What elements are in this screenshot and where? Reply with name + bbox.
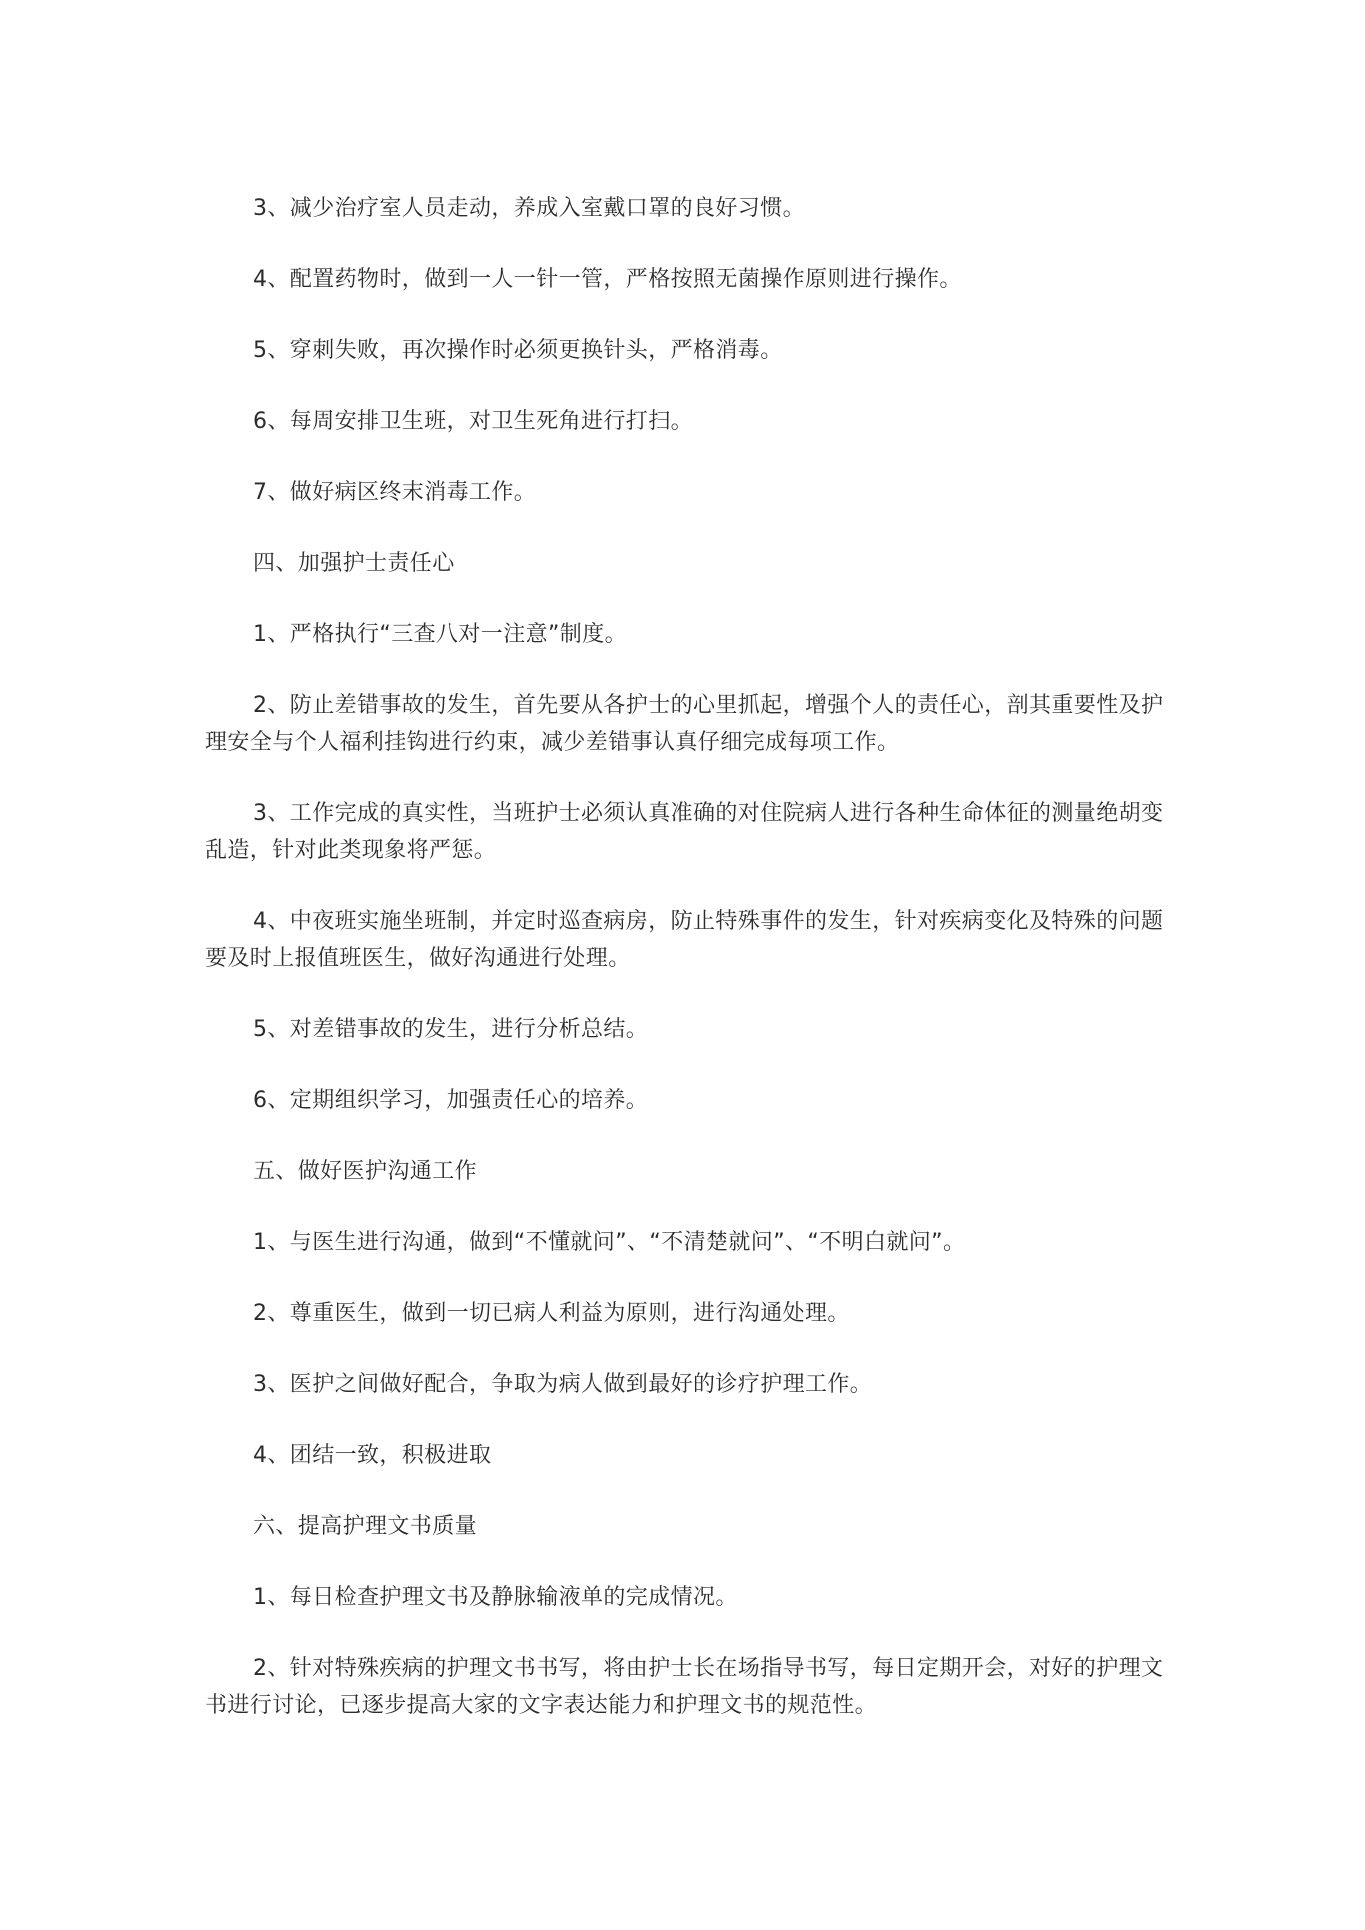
paragraph-item: 4、中夜班实施坐班制，并定时巡查病房，防止特殊事件的发生，针对疾病变化及特殊的问题要及时上报值班医生，做好沟通进行处理。 xyxy=(205,909,1164,971)
paragraph-item: 3、工作完成的真实性，当班护士必须认真准确的对住院病人进行各种生命体征的测量绝胡变乱造，针对此类现象将严惩。 xyxy=(205,801,1164,863)
paragraph-item: 5、对差错事故的发生，进行分析总结。 xyxy=(253,1017,649,1042)
paragraph-item: 2、防止差错事故的发生，首先要从各护士的心里抓起，增强个人的责任心，剖其重要性及护理安全与个人福利挂钩进行约束，减少差错事认真仔细完成每项工作。 xyxy=(205,693,1164,755)
section-heading: 五、做好医护沟通工作 xyxy=(253,1159,478,1184)
section-heading: 六、提高护理文书质量 xyxy=(253,1514,478,1539)
paragraph-item: 6、定期组织学习，加强责任心的培养。 xyxy=(253,1088,649,1113)
paragraph-item: 7、做好病区终末消毒工作。 xyxy=(253,480,537,505)
paragraph-item: 6、每周安排卫生班，对卫生死角进行打扫。 xyxy=(253,409,693,434)
paragraph-item: 1、严格执行“三查八对一注意”制度。 xyxy=(253,622,627,647)
paragraph-item: 3、减少治疗室人员走动，养成入室戴口罩的良好习惯。 xyxy=(253,196,805,221)
paragraph-item: 2、尊重医生，做到一切已病人利益为原则，进行沟通处理。 xyxy=(253,1301,850,1326)
document-body xyxy=(205,190,1165,1724)
paragraph-item: 4、团结一致，积极进取 xyxy=(253,1443,492,1468)
section-heading: 四、加强护士责任心 xyxy=(253,551,455,576)
paragraph-item: 4、配置药物时，做到一人一针一管，严格按照无菌操作原则进行操作。 xyxy=(253,267,962,292)
paragraph-item: 2、针对特殊疾病的护理文书书写，将由护士长在场指导书写，每日定期开会，对好的护理文书进行讨论，已逐步提高大家的文字表达能力和护理文书的规范性。 xyxy=(205,1656,1164,1718)
paragraph-item: 5、穿刺失败，再次操作时必须更换针头，严格消毒。 xyxy=(253,338,783,363)
paragraph-item: 1、与医生进行沟通，做到“不懂就问”、“不清楚就问”、“不明白就问”。 xyxy=(253,1230,966,1255)
paragraph-item: 3、医护之间做好配合，争取为病人做到最好的诊疗护理工作。 xyxy=(253,1372,873,1397)
paragraph-item: 1、每日检查护理文书及静脉输液单的完成情况。 xyxy=(253,1585,738,1610)
